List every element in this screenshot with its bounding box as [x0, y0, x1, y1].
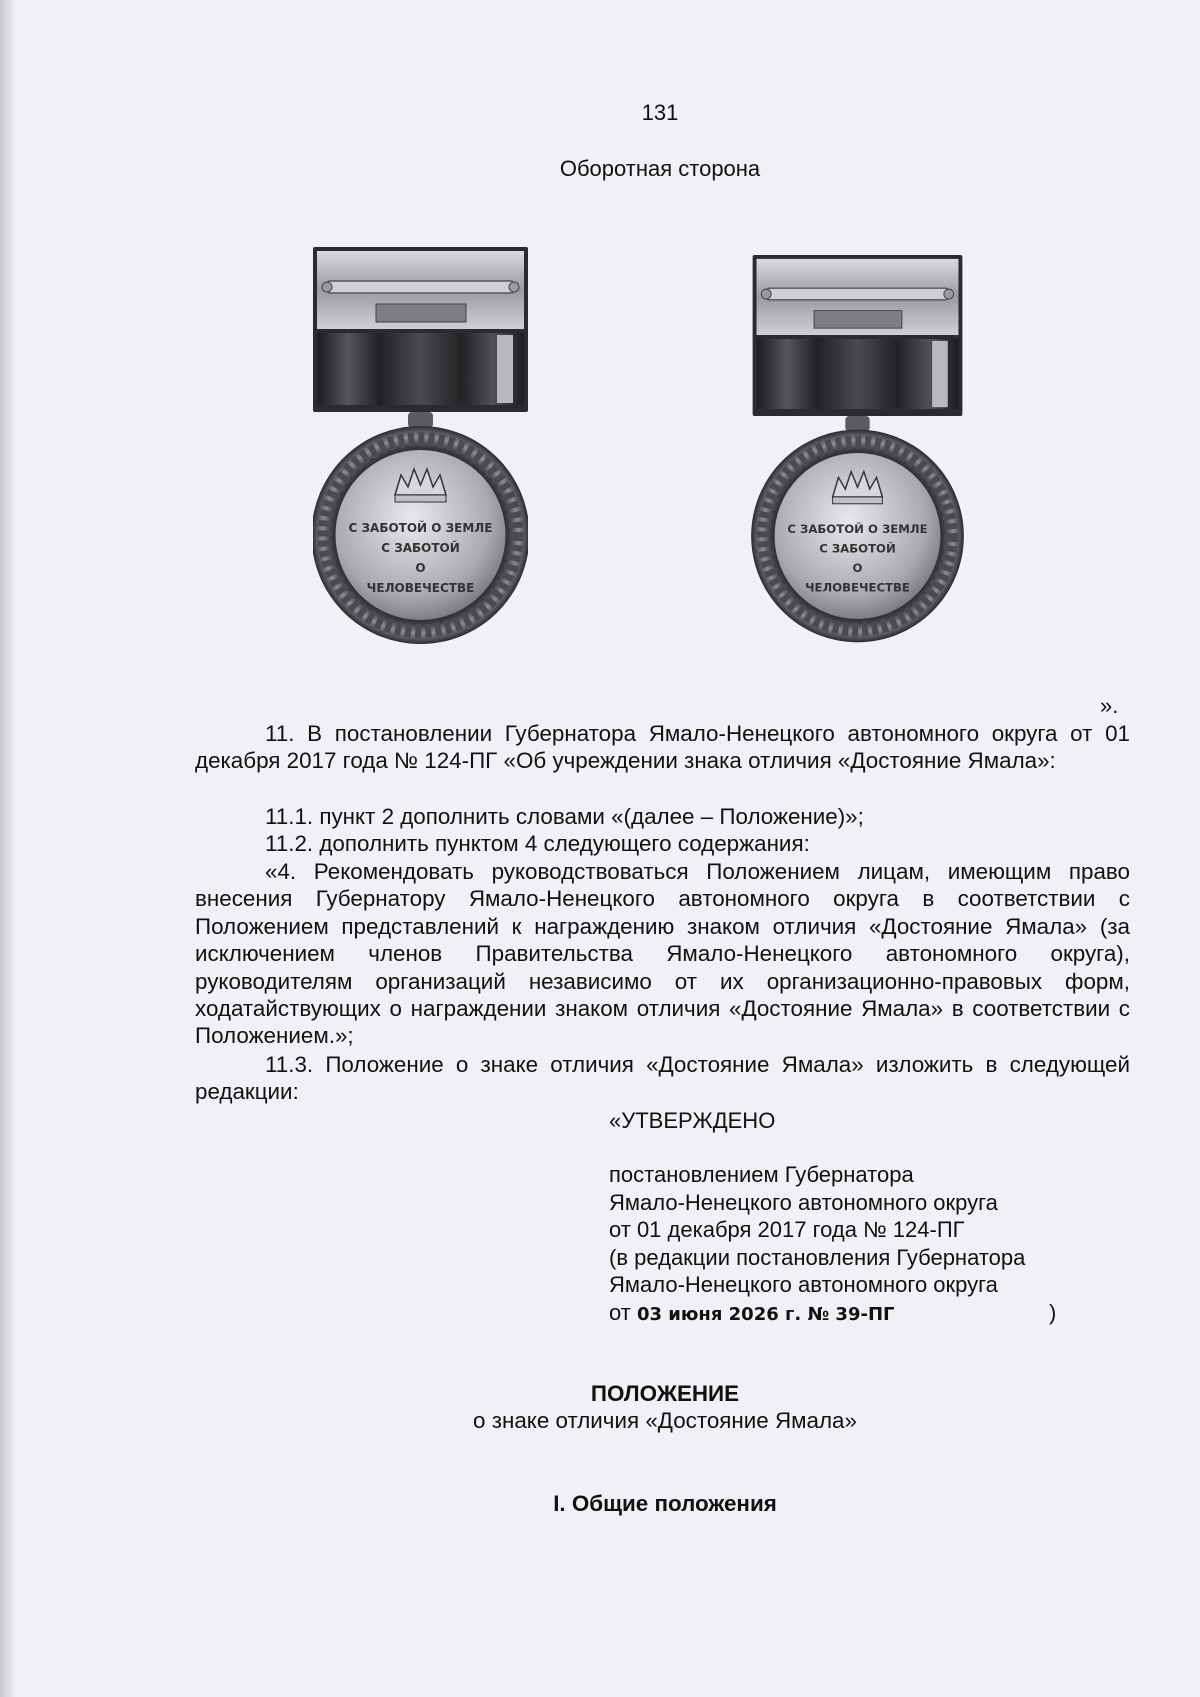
approval-from-prefix: от	[609, 1300, 631, 1325]
approval-date-number: 03 июня 2026 г. № 39-ПГ	[636, 1304, 895, 1325]
medal-inscription-line-3: О	[415, 561, 426, 575]
approval-closing-paren: )	[1049, 1300, 1057, 1325]
paragraph-11-2: 11.2. дополнить пунктом 4 следующего содержания:	[265, 831, 810, 856]
approval-line-3: от 01 декабря 2017 года № 124-ПГ	[609, 1217, 965, 1242]
approval-heading: «УТВЕРЖДЕНО	[609, 1108, 776, 1133]
approval-line-5: Ямало-Ненецкого автономного округа	[609, 1272, 998, 1297]
medal-inscription-line-1: С ЗАБОТОЙ О ЗЕМЛЕ	[348, 521, 493, 535]
approval-line-6	[609, 1299, 1059, 1328]
closing-quote: ».	[1100, 693, 1119, 718]
paragraph-11-1: 11.1. пункт 2 дополнить словами «(далее – Положение)»;	[265, 804, 864, 829]
document-subtitle: о знаке отличия «Достояние Ямала»	[473, 1408, 857, 1433]
paragraph-11-3: 11.3. Положение о знаке отличия «Достояние Ямала» изложить в следующей редакции:	[195, 1052, 1130, 1105]
medal-inscription-line-2: С ЗАБОТОЙ	[381, 541, 460, 555]
medal-inscription-line-4: ЧЕЛОВЕЧЕСТВЕ	[366, 581, 475, 595]
section-heading: I. Общие положения	[553, 1491, 777, 1516]
medal-inscription-line-3: О	[852, 561, 863, 576]
medal-inscription-line-2: С ЗАБОТОЙ	[819, 541, 896, 556]
page-number: 131	[641, 100, 679, 125]
medal-image-left	[313, 247, 528, 657]
approval-line-4: (в редакции постановления Губернатора	[609, 1245, 1026, 1270]
medal-inscription-line-4: ЧЕЛОВЕЧЕСТВЕ	[805, 580, 910, 595]
approval-line-2: Ямало-Ненецкого автономного округа	[609, 1190, 998, 1215]
medal-image-right	[750, 255, 965, 655]
paragraph-11: 11. В постановлении Губернатора Ямало-Ненецкого автономного округа от 01 декабря 2017 года № 124-ПГ «Об учреждении знака отличия «Достояние Ямала»:	[195, 721, 1130, 774]
scan-edge	[0, 0, 14, 1697]
paragraph-quote-4: «4. Рекомендовать руководствоваться Положением лицам, имеющим право внесения Губернатору Ямало-Ненецкого автономного округа в соответствии с Положением представлений к награждению знаком отличия «Достояние Ямала» (за исключением членов Правительства Ямало-Ненецкого автономного округа), руководителям организаций независимо от их организационно-правовых форм, ходатайствующих о награждении знаком отличия «Достояние Ямала» в соответствии с Положением.»;	[195, 859, 1130, 1049]
approval-line-1: постановлением Губернатора	[609, 1162, 914, 1187]
medal-caption: Оборотная сторона	[559, 156, 761, 181]
document-title: ПОЛОЖЕНИЕ	[590, 1381, 740, 1406]
medal-inscription-line-1: С ЗАБОТОЙ О ЗЕМЛЕ	[787, 522, 928, 537]
